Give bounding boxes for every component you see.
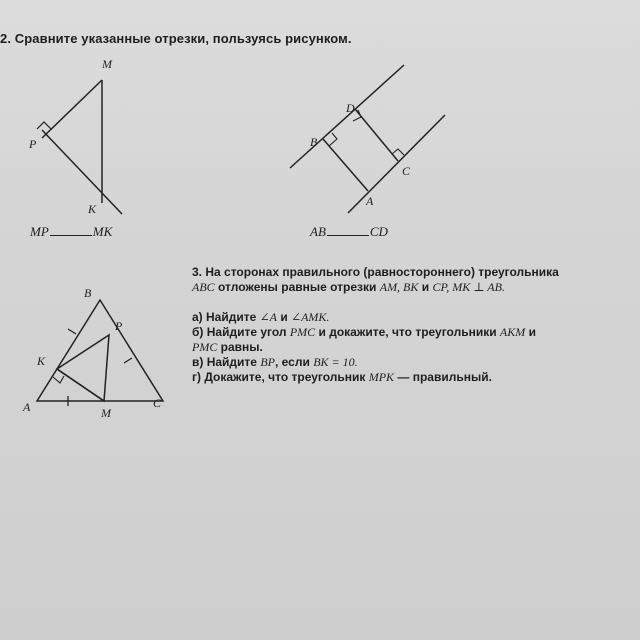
text-part: б) Найдите угол [192, 325, 290, 339]
compare-cd: CD [369, 224, 388, 239]
answer-blank [50, 224, 92, 236]
label-a: A [366, 194, 374, 208]
label-m: M [101, 406, 111, 420]
math-cp-mk: CP, MK ⊥ AB. [432, 280, 505, 294]
task3-text [192, 265, 632, 385]
text-part: равны. [217, 340, 263, 354]
label-k: K [88, 202, 97, 216]
compare-mp: MP [30, 224, 49, 239]
task3-item-b-line2 [192, 340, 632, 355]
task3-figure-triangle [20, 280, 190, 430]
answer-blank [327, 224, 369, 236]
text-part: и [525, 325, 536, 339]
math-bp: BP [260, 355, 275, 369]
right-angle-mark-b [329, 133, 337, 146]
math-am-bk: AM, BK [379, 280, 419, 294]
math-mpk: MPK [368, 370, 395, 384]
text-part: и [418, 280, 433, 294]
label-b: B [84, 286, 92, 300]
label-b: B [310, 135, 318, 149]
math-bk: BK = 10. [313, 355, 358, 369]
task2-figure-parallel-lines [280, 55, 460, 225]
task3-number: 3. [192, 265, 203, 279]
text-part: и докажите, что треугольники [315, 325, 500, 339]
segment-ba [323, 139, 368, 191]
compare-ab-cd [310, 224, 388, 240]
segment-mp [42, 80, 102, 138]
task2-title: 2. Сравните указанные отрезки, пользуясь рисунком. [0, 31, 352, 46]
task2-figure-triangle [20, 50, 140, 220]
text-part: , если [274, 355, 314, 369]
right-angle-mark [37, 122, 51, 129]
triangle-abc [37, 300, 163, 401]
text-part: в) Найдите [192, 355, 261, 369]
math-pmc: PMC [289, 325, 316, 339]
math-abc: ABC [192, 280, 215, 294]
math-akm: AKM [499, 325, 526, 339]
label-c: C [402, 164, 411, 178]
label-p: P [115, 319, 123, 333]
label-p: P [29, 137, 37, 151]
label-d: D [346, 101, 355, 115]
parallel-line-lower [348, 115, 445, 213]
parallel-line-upper [290, 65, 404, 168]
label-a: A [23, 400, 31, 414]
task3-statement-line2 [192, 280, 632, 295]
task3-item-a [192, 310, 632, 325]
compare-mk: MK [92, 224, 113, 239]
label-m: M [102, 57, 112, 71]
segment-pk [42, 130, 122, 214]
text-part: и [277, 310, 292, 324]
text-part: отложены равные отрезки [214, 280, 380, 294]
tick-mark-bk [68, 329, 76, 334]
label-c: C [153, 396, 162, 410]
tick-mark-cp [124, 358, 132, 363]
text-part: а) Найдите [192, 310, 260, 324]
math-angle-a: ∠A [259, 310, 277, 324]
segment-km [57, 369, 104, 401]
task3-item-b [192, 325, 632, 340]
text-part: — правильный. [394, 370, 492, 384]
label-k: K [37, 354, 46, 368]
math-angle-amk: ∠AMK. [291, 310, 330, 324]
compare-mp-mk [30, 224, 112, 240]
task3-item-d [192, 370, 632, 385]
text-part: г) Докажите, что треугольник [192, 370, 369, 384]
right-angle-mark-k [53, 376, 64, 383]
task3-statement: На сторонах правильного (равностороннего) треугольника [205, 265, 559, 279]
right-angle-mark-c [392, 149, 404, 155]
math-pmc: PMC [192, 340, 218, 354]
task3-statement-line1 [192, 265, 632, 280]
compare-ab: AB [310, 224, 326, 239]
task3-item-c [192, 355, 632, 370]
triangle-mpk [57, 335, 109, 401]
